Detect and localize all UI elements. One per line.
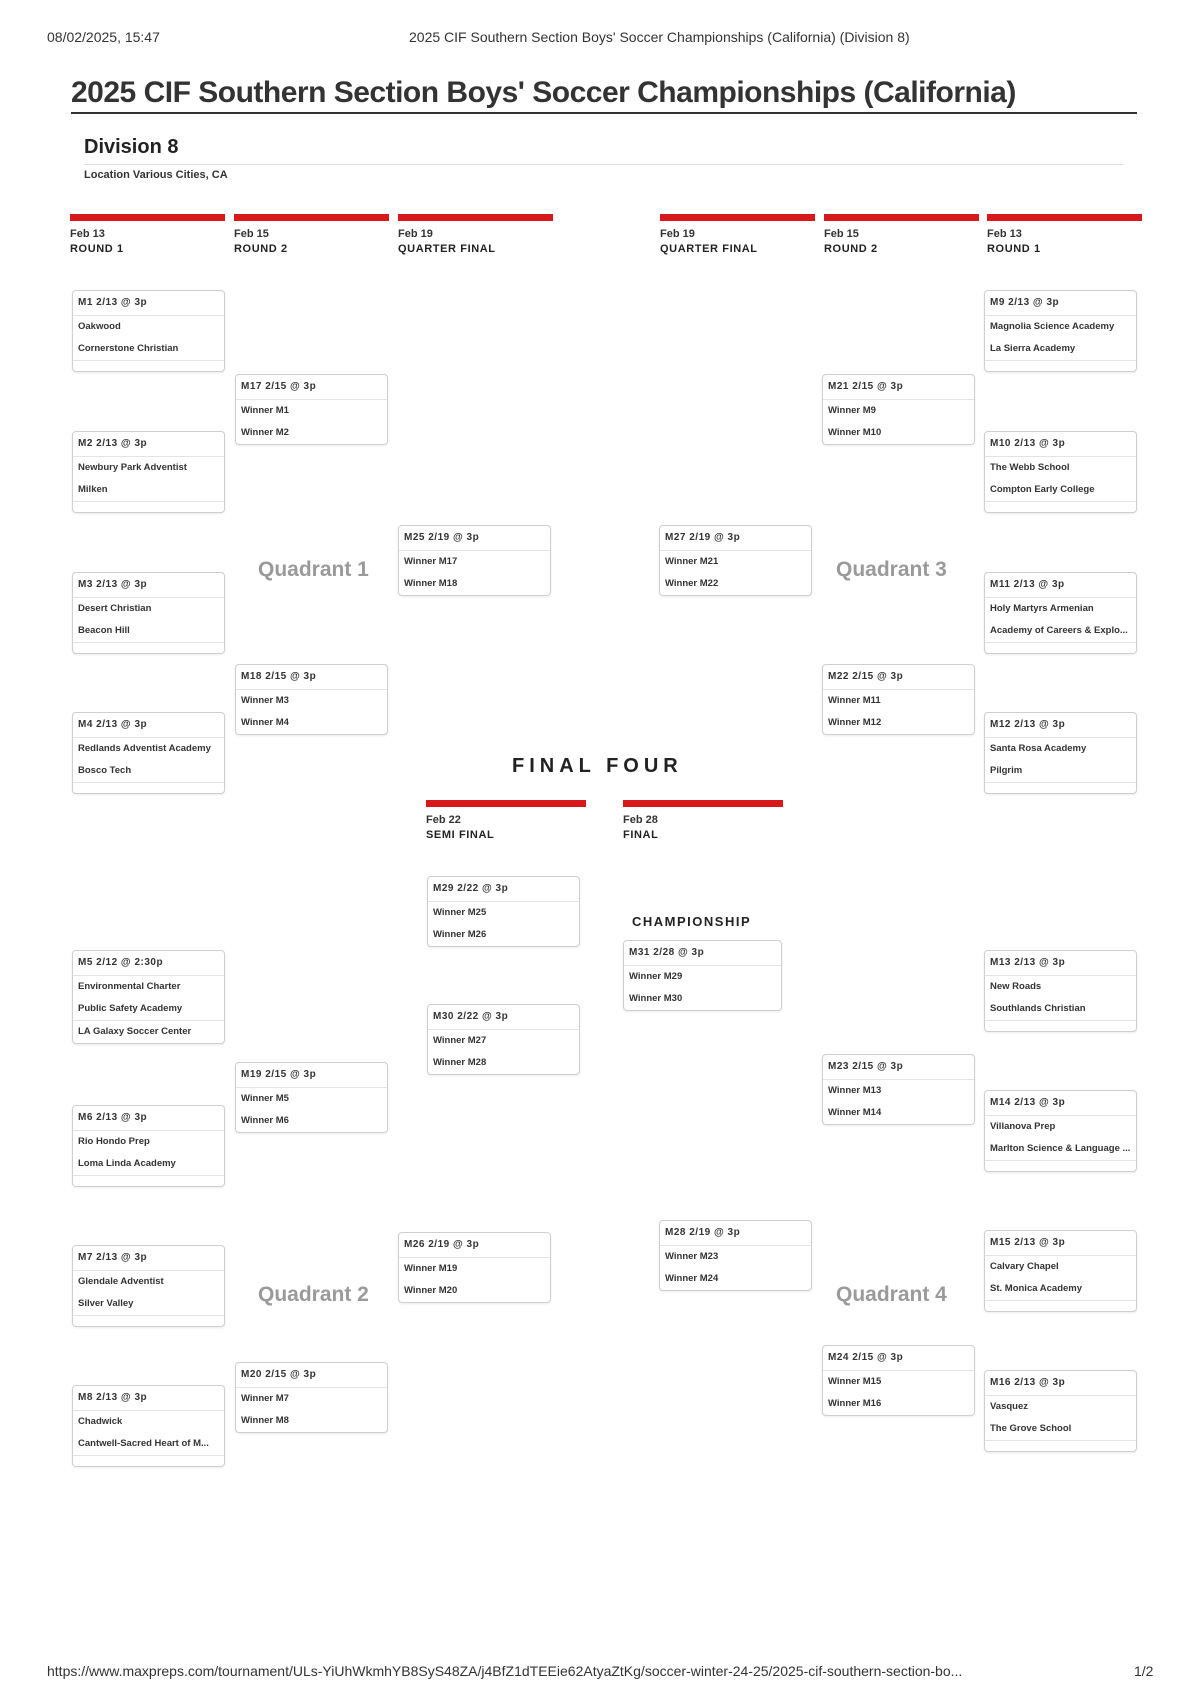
match-header: M31 2/28 @ 3p <box>624 941 781 966</box>
match-footer <box>985 1300 1136 1311</box>
match-card[interactable] <box>235 664 388 735</box>
match-card[interactable] <box>427 876 580 947</box>
team-slot[interactable]: Winner M8 <box>241 1415 289 1426</box>
team-slot[interactable]: Villanova Prep <box>990 1121 1056 1132</box>
col-head-semifinal <box>426 800 586 843</box>
team-slot[interactable]: Cantwell-Sacred Heart of M... <box>78 1438 209 1449</box>
division-divider <box>84 164 1123 165</box>
match-header: M9 2/13 @ 3p <box>985 291 1136 316</box>
col-date: Feb 19 <box>398 228 433 240</box>
team-slot[interactable]: Winner M23 <box>665 1251 719 1262</box>
col-date: Feb 13 <box>987 228 1022 240</box>
match-card[interactable] <box>235 1362 388 1433</box>
match-header: M6 2/13 @ 3p <box>73 1106 224 1131</box>
team-slot[interactable]: New Roads <box>990 981 1042 992</box>
match-header: M25 2/19 @ 3p <box>399 526 550 551</box>
team-slot[interactable]: Chadwick <box>78 1416 123 1427</box>
match-footer <box>73 501 224 512</box>
col-date: Feb 15 <box>234 228 269 240</box>
team-slot[interactable]: Loma Linda Academy <box>78 1158 176 1169</box>
col-date: Feb 13 <box>70 228 105 240</box>
match-header: M1 2/13 @ 3p <box>73 291 224 316</box>
match-card[interactable] <box>822 1345 975 1416</box>
match-footer <box>73 642 224 653</box>
team-slot[interactable]: Winner M10 <box>828 427 882 438</box>
team-slot[interactable]: Winner M16 <box>828 1398 882 1409</box>
team-slot[interactable]: Newbury Park Adventist <box>78 462 187 473</box>
match-header: M13 2/13 @ 3p <box>985 951 1136 976</box>
match-card[interactable] <box>984 1370 1137 1452</box>
col-head-right-quarterfinal <box>660 214 815 257</box>
col-round: ROUND 2 <box>824 243 878 255</box>
col-head-right-round1 <box>987 214 1142 257</box>
championship-match-card[interactable] <box>623 940 782 1011</box>
team-slot[interactable]: Winner M9 <box>828 405 876 416</box>
col-date: Feb 28 <box>623 814 658 826</box>
match-card[interactable] <box>822 1054 975 1125</box>
match-header: M11 2/13 @ 3p <box>985 573 1136 598</box>
col-round: QUARTER FINAL <box>660 243 758 255</box>
team-slot[interactable]: St. Monica Academy <box>990 1283 1083 1294</box>
match-footer <box>73 360 224 371</box>
match-header: M8 2/13 @ 3p <box>73 1386 224 1411</box>
col-round: ROUND 1 <box>70 243 124 255</box>
col-round: ROUND 1 <box>987 243 1041 255</box>
col-round: SEMI FINAL <box>426 829 495 841</box>
match-header: M4 2/13 @ 3p <box>73 713 224 738</box>
team-slot[interactable]: Vasquez <box>990 1401 1029 1412</box>
team-slot[interactable]: Winner M27 <box>433 1035 487 1046</box>
team-slot[interactable]: Winner M12 <box>828 717 882 728</box>
print-url[interactable]: https://www.maxpreps.com/tournament/ULs-YiUhWkmhYB8SyS48ZA/j4BfZ1dTEEie62AtyaZtKg/soccer-winter-24-25/2025-cif-southern-section-bo... <box>47 1663 963 1679</box>
col-round: ROUND 2 <box>234 243 288 255</box>
match-footer <box>73 782 224 793</box>
team-slot[interactable]: Glendale Adventist <box>78 1276 164 1287</box>
match-header: M20 2/15 @ 3p <box>236 1363 387 1388</box>
match-card[interactable] <box>72 1105 225 1187</box>
col-round: QUARTER FINAL <box>398 243 496 255</box>
match-card[interactable] <box>822 664 975 735</box>
team-slot[interactable]: Winner M5 <box>241 1093 289 1104</box>
match-footer <box>985 1440 1136 1451</box>
team-slot[interactable]: Winner M28 <box>433 1057 487 1068</box>
team-slot[interactable]: Winner M15 <box>828 1376 882 1387</box>
team-slot[interactable]: Winner M20 <box>404 1285 458 1296</box>
col-date: Feb 15 <box>824 228 859 240</box>
team-slot[interactable]: Winner M11 <box>828 695 881 706</box>
match-card[interactable] <box>984 950 1137 1032</box>
team-slot[interactable]: Winner M21 <box>665 556 719 567</box>
team-slot[interactable]: Winner M14 <box>828 1107 882 1118</box>
col-date: Feb 22 <box>426 814 461 826</box>
match-header: M16 2/13 @ 3p <box>985 1371 1136 1396</box>
team-slot[interactable]: Winner M13 <box>828 1085 882 1096</box>
team-slot[interactable]: Academy of Careers & Explo... <box>990 625 1128 636</box>
print-page-number: 1/2 <box>1134 1663 1154 1679</box>
match-header: M29 2/22 @ 3p <box>428 877 579 902</box>
team-slot[interactable]: Oakwood <box>78 321 121 332</box>
match-card[interactable] <box>72 431 225 513</box>
match-header: M22 2/15 @ 3p <box>823 665 974 690</box>
team-slot[interactable]: Winner M4 <box>241 717 289 728</box>
match-card[interactable] <box>984 1090 1137 1172</box>
match-card[interactable] <box>72 1385 225 1467</box>
team-slot[interactable]: Winner M18 <box>404 578 458 589</box>
match-footer <box>985 1020 1136 1031</box>
team-slot[interactable]: Winner M19 <box>404 1263 458 1274</box>
match-card[interactable] <box>984 712 1137 794</box>
division-title: Division 8 <box>84 136 179 158</box>
match-header: M5 2/12 @ 2:30p <box>73 951 224 976</box>
match-card[interactable] <box>72 1245 225 1327</box>
match-header: M26 2/19 @ 3p <box>399 1233 550 1258</box>
col-head-right-round2 <box>824 214 979 257</box>
team-slot[interactable]: Winner M6 <box>241 1115 289 1126</box>
print-datetime: 08/02/2025, 15:47 <box>47 29 160 45</box>
match-footer <box>73 1455 224 1466</box>
match-card[interactable] <box>984 1230 1137 1312</box>
match-footer <box>985 642 1136 653</box>
quadrant-2-label: Quadrant 2 <box>258 1283 369 1306</box>
team-slot[interactable]: Bosco Tech <box>78 765 132 776</box>
team-slot[interactable]: Winner M3 <box>241 695 289 706</box>
print-doc-title: 2025 CIF Southern Section Boys' Soccer Championships (California) (Division 8) <box>409 29 910 45</box>
quadrant-1-label: Quadrant 1 <box>258 558 369 581</box>
col-head-left-round2 <box>234 214 389 257</box>
match-footer <box>985 782 1136 793</box>
page-title: 2025 CIF Southern Section Boys' Soccer Championships (California) <box>71 76 1137 114</box>
quadrant-4-label: Quadrant 4 <box>836 1283 947 1306</box>
team-slot[interactable]: Compton Early College <box>990 484 1095 495</box>
match-header: M23 2/15 @ 3p <box>823 1055 974 1080</box>
match-footer <box>985 360 1136 371</box>
team-slot[interactable]: Cornerstone Christian <box>78 343 179 354</box>
col-head-left-round1 <box>70 214 225 257</box>
team-slot[interactable]: Winner M29 <box>629 971 683 982</box>
team-slot[interactable]: Silver Valley <box>78 1298 134 1309</box>
match-header: M24 2/15 @ 3p <box>823 1346 974 1371</box>
match-header: M30 2/22 @ 3p <box>428 1005 579 1030</box>
team-slot[interactable]: Winner M22 <box>665 578 719 589</box>
team-slot[interactable]: Calvary Chapel <box>990 1261 1059 1272</box>
team-slot[interactable]: LA Galaxy Soccer Center <box>73 1020 224 1043</box>
col-date: Feb 19 <box>660 228 695 240</box>
team-slot[interactable]: Environmental Charter <box>78 981 181 992</box>
team-slot[interactable]: Marlton Science & Language ... <box>990 1143 1131 1154</box>
team-slot[interactable]: Winner M24 <box>665 1273 719 1284</box>
match-header: M10 2/13 @ 3p <box>985 432 1136 457</box>
location-text: Location Various Cities, CA <box>84 169 228 181</box>
match-header: M17 2/15 @ 3p <box>236 375 387 400</box>
match-header: M18 2/15 @ 3p <box>236 665 387 690</box>
final-four-title: FINAL FOUR <box>512 755 683 777</box>
team-slot[interactable]: Winner M2 <box>241 427 289 438</box>
team-slot[interactable]: Beacon Hill <box>78 625 130 636</box>
match-header: M14 2/13 @ 3p <box>985 1091 1136 1116</box>
match-header: M27 2/19 @ 3p <box>660 526 811 551</box>
team-slot[interactable]: Southlands Christian <box>990 1003 1086 1014</box>
championship-label: CHAMPIONSHIP <box>632 914 752 929</box>
match-card[interactable] <box>235 374 388 445</box>
team-slot[interactable]: Desert Christian <box>78 603 152 614</box>
match-card[interactable] <box>72 712 225 794</box>
match-header: M2 2/13 @ 3p <box>73 432 224 457</box>
match-card[interactable] <box>72 572 225 654</box>
match-card[interactable] <box>235 1062 388 1133</box>
match-footer <box>985 1160 1136 1171</box>
match-card[interactable] <box>822 374 975 445</box>
match-footer <box>73 1175 224 1186</box>
col-head-final <box>623 800 783 843</box>
col-round: FINAL <box>623 829 659 841</box>
match-footer <box>73 1315 224 1326</box>
match-card[interactable] <box>427 1004 580 1075</box>
team-slot[interactable]: The Grove School <box>990 1423 1072 1434</box>
match-card[interactable] <box>398 525 551 596</box>
team-slot[interactable]: Public Safety Academy <box>78 1003 183 1014</box>
match-card[interactable] <box>398 1232 551 1303</box>
match-header: M28 2/19 @ 3p <box>660 1221 811 1246</box>
team-slot[interactable]: La Sierra Academy <box>990 343 1076 354</box>
team-slot[interactable]: Rio Hondo Prep <box>78 1136 150 1147</box>
team-slot[interactable]: Winner M7 <box>241 1393 289 1404</box>
match-header: M7 2/13 @ 3p <box>73 1246 224 1271</box>
team-slot[interactable]: Milken <box>78 484 108 495</box>
match-header: M19 2/15 @ 3p <box>236 1063 387 1088</box>
team-slot[interactable]: Redlands Adventist Academy <box>78 743 211 754</box>
team-slot[interactable]: Pilgrim <box>990 765 1023 776</box>
match-card[interactable] <box>72 290 225 372</box>
match-card[interactable] <box>984 431 1137 513</box>
match-card[interactable] <box>659 1220 812 1291</box>
team-slot[interactable]: The Webb School <box>990 462 1070 473</box>
col-head-left-quarterfinal <box>398 214 553 257</box>
match-header: M15 2/13 @ 3p <box>985 1231 1136 1256</box>
team-slot[interactable]: Winner M25 <box>433 907 487 918</box>
match-footer <box>985 501 1136 512</box>
match-card[interactable] <box>984 290 1137 372</box>
match-header: M12 2/13 @ 3p <box>985 713 1136 738</box>
match-card[interactable] <box>984 572 1137 654</box>
team-slot[interactable]: Santa Rosa Academy <box>990 743 1087 754</box>
team-slot[interactable]: Holy Martyrs Armenian <box>990 603 1094 614</box>
team-slot[interactable]: Winner M26 <box>433 929 487 940</box>
team-slot[interactable]: Winner M30 <box>629 993 683 1004</box>
team-slot[interactable]: Magnolia Science Academy <box>990 321 1115 332</box>
quadrant-3-label: Quadrant 3 <box>836 558 947 581</box>
team-slot[interactable]: Winner M17 <box>404 556 458 567</box>
match-card[interactable] <box>72 950 225 1044</box>
team-slot[interactable]: Winner M1 <box>241 405 289 416</box>
match-header: M21 2/15 @ 3p <box>823 375 974 400</box>
match-card[interactable] <box>659 525 812 596</box>
match-header: M3 2/13 @ 3p <box>73 573 224 598</box>
